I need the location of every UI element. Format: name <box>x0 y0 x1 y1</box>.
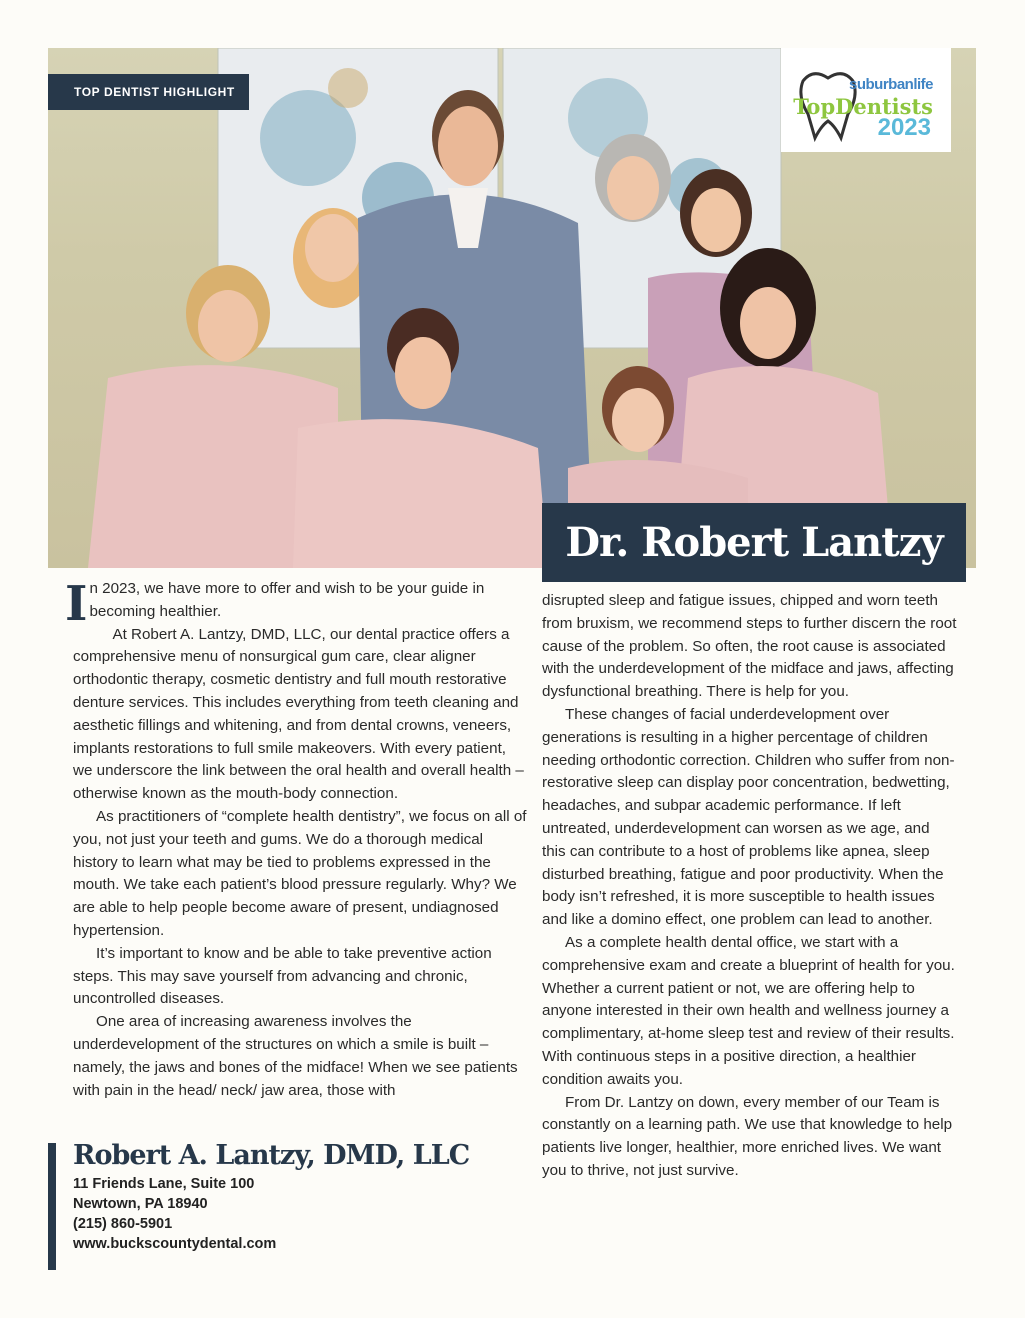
drop-cap: I <box>65 576 88 632</box>
top-dentists-logo <box>781 48 951 152</box>
page-title: Dr. Robert Lantzy <box>565 519 943 566</box>
article-paragraph: disrupted sleep and fatigue issues, chipped and worn teeth from bruxism, we recommend steps to further discern the root cause of the problem. So often, the root cause is associated with the underdevelopment of the midface and jaws, affecting dysfunctional breathing. There is help for you. <box>542 592 957 701</box>
title-banner <box>542 503 966 582</box>
logo-year: 2023 <box>877 114 931 141</box>
article-paragraph: One area of increasing awareness involves the underdevelopment of the structures on which a smile is built – namely, the jaws and bones of the midface! When we see patients with pain in the head/ neck/ jaw area, those with <box>73 1013 518 1099</box>
practice-name: Robert A. Lantzy, DMD, LLC <box>73 1140 470 1171</box>
website-link[interactable]: www.buckscountydental.com <box>73 1236 277 1252</box>
article-paragraph: These changes of facial underdevelopment over generations is resulting in a higher percentage of children needing orthodontic correction. Children who suffer from non-restorative sleep can display poor concentration, bedwetting, headaches, and subpar academic performance. If left untreated, underdevelopment can worsen as we age, and this can contribute to a host of problems like apnea, sleep disturbed breathing, fatigue and poor productivity. When the body isn’t refreshed, it is more susceptible to health issues and like a domino effect, one problem can lead to another. <box>542 705 955 929</box>
contact-accent-bar <box>48 1143 56 1270</box>
article-column-2 <box>542 590 957 1183</box>
article-paragraph: At Robert A. Lantzy, DMD, LLC, our dental practice offers a comprehensive menu of nonsurgical gum care, clear aligner orthodontic therapy, cosmetic dentistry and full mouth restorative denture services. This includes everything from teeth cleaning and aesthetic fillings and whitening, and from dental crowns, veneers, implants restorations to full smile makeovers. With every patient, we underscore the link between the oral health and overall health – otherwise known as the mouth-body connection. <box>73 625 524 803</box>
article-paragraph: It’s important to know and be able to take preventive action steps. This may save yourself from advancing and chronic, uncontrolled diseases. <box>73 944 492 1008</box>
address-line-1: 11 Friends Lane, Suite 100 <box>73 1176 255 1192</box>
contact-block <box>73 1138 469 1254</box>
section-badge: TOP DENTIST HIGHLIGHT <box>48 74 249 110</box>
address-line-2: Newtown, PA 18940 <box>73 1196 208 1212</box>
article-paragraph: From Dr. Lantzy on down, every member of our Team is constantly on a learning path. We use that knowledge to help patients live longer, healthier, more enriched lives. We want you to thrive, not just survive. <box>542 1093 953 1179</box>
phone-number: (215) 860-5901 <box>73 1216 173 1232</box>
logo-title: TopDentists <box>793 94 933 119</box>
logo-brand: suburbanlife <box>848 76 933 93</box>
article-paragraph: As a complete health dental office, we start with a comprehensive exam and create a blueprint of health for you. Whether a current patient or not, we are offering help to anyone interested in their own health and wellness journey a complimentary, at-home sleep test and review of their results. With continuous steps in a positive direction, a healthier condition awaits you. <box>542 933 955 1088</box>
article-column-1 <box>65 576 528 1102</box>
article-paragraph: In 2023, we have more to offer and wish to be your guide in becoming healthier. <box>65 576 485 632</box>
article-paragraph: As practitioners of “complete health dentistry”, we focus on all of you, not just your teeth and gums. We do a thorough medical history to learn what may be tied to problems expressed in the mouth. We take each patient’s blood pressure regularly. Why? We are able to help people become aware of present, undiagnosed hypertension. <box>73 807 527 939</box>
